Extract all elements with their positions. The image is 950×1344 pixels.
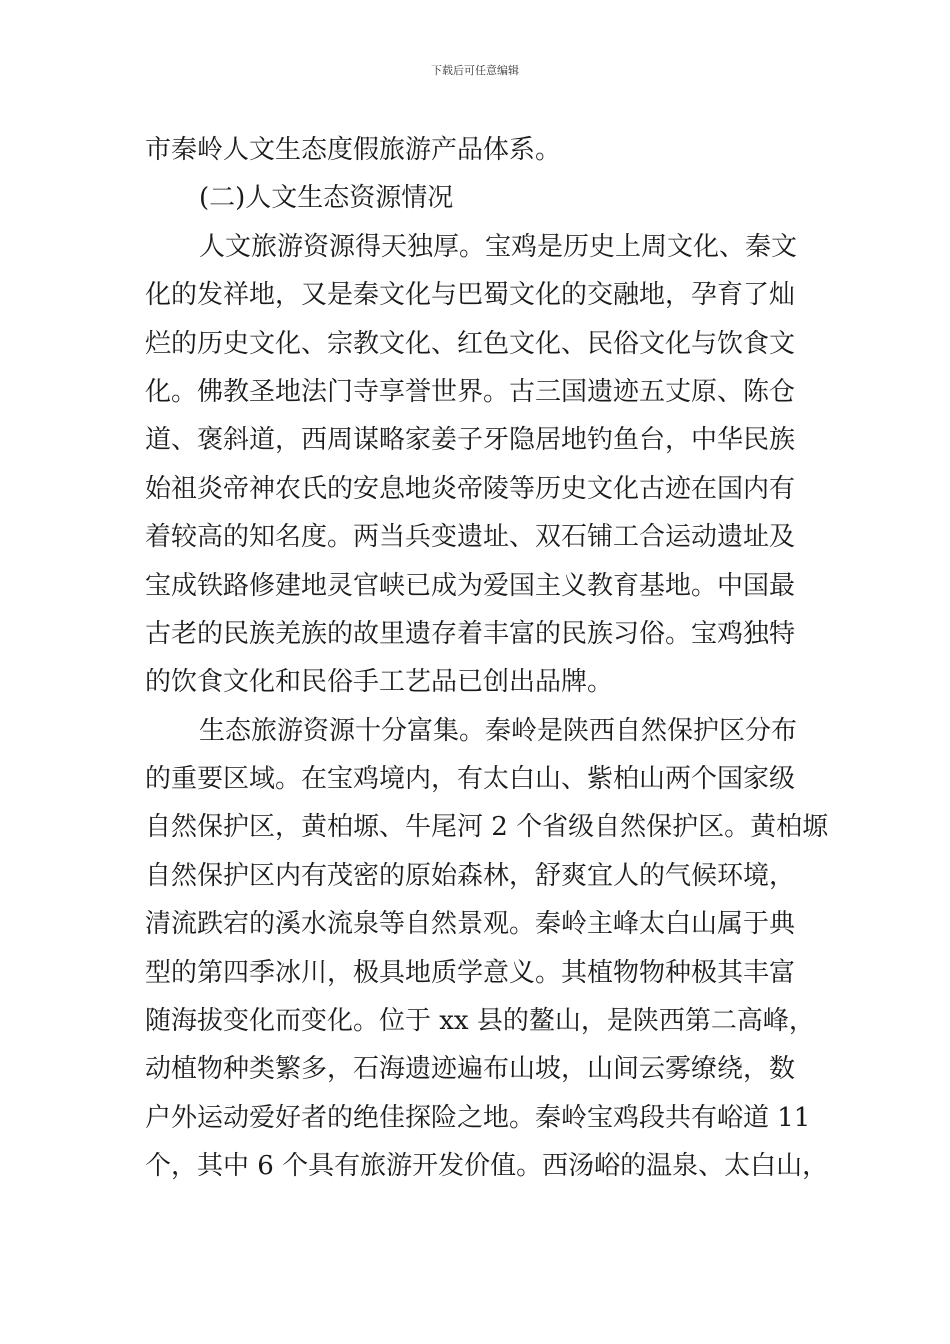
section-heading: (二)人文生态资源情况 — [199, 183, 454, 214]
text-line: 自然保护区，黄柏塬、牛尾河 2 个省级自然保护区。黄柏塬 — [145, 812, 829, 843]
text-line: 化。佛教圣地法门寺享誉世界。古三国遗迹五丈原、陈仓 — [145, 376, 796, 407]
text-line: 的重要区域。在宝鸡境内，有太白山、紫柏山两个国家级 — [145, 764, 796, 795]
text-line: 个，其中 6 个具有旅游开发价值。西汤峪的温泉、太白山， — [145, 1151, 829, 1182]
text-line: 化的发祥地，又是秦文化与巴蜀文化的交融地，孕育了灿 — [145, 280, 796, 311]
text-line: 的饮食文化和民俗手工艺品已创出品牌。 — [145, 667, 614, 698]
text-line: 着较高的知名度。两当兵变遗址、双石铺工合运动遗址及 — [145, 522, 796, 553]
text-line: 古老的民族羌族的故里遗存着丰富的民族习俗。宝鸡独特 — [145, 618, 796, 649]
text-line: 随海拔变化而变化。位于 xx 县的鳌山，是陕西第二高峰， — [145, 1006, 815, 1037]
text-line: 户外运动爱好者的绝佳探险之地。秦岭宝鸡段共有峪道 11 — [145, 1102, 811, 1133]
text-line: 始祖炎帝神农氏的安息地炎帝陵等历史文化古迹在国内有 — [145, 473, 796, 504]
text-line: 烂的历史文化、宗教文化、红色文化、民俗文化与饮食文 — [145, 328, 796, 359]
text-line: 清流跌宕的溪水流泉等自然景观。秦岭主峰太白山属于典 — [145, 909, 796, 940]
text-line: 市秦岭人文生态度假旅游产品体系。 — [145, 135, 562, 165]
text-line: 自然保护区内有茂密的原始森林，舒爽宜人的气候环境， — [145, 860, 796, 891]
text-line: 型的第四季冰川，极具地质学意义。其植物物种极其丰富 — [145, 957, 796, 988]
text-line: 动植物种类繁多，石海遗迹遍布山坡，山间云雾缭绕，数 — [145, 1054, 796, 1085]
text-line: 宝成铁路修建地灵官峡已成为爱国主义教育基地。中国最 — [145, 570, 796, 601]
text-line: 道、褒斜道，西周谋略家姜子牙隐居地钓鱼台，中华民族 — [145, 425, 796, 456]
text-line: 生态旅游资源十分富集。秦岭是陕西自然保护区分布 — [199, 715, 798, 746]
document-body — [145, 126, 829, 1191]
text-line: 人文旅游资源得天独厚。宝鸡是历史上周文化、秦文 — [199, 231, 798, 262]
page-header-note: 下载后可任意编辑 — [431, 64, 519, 77]
